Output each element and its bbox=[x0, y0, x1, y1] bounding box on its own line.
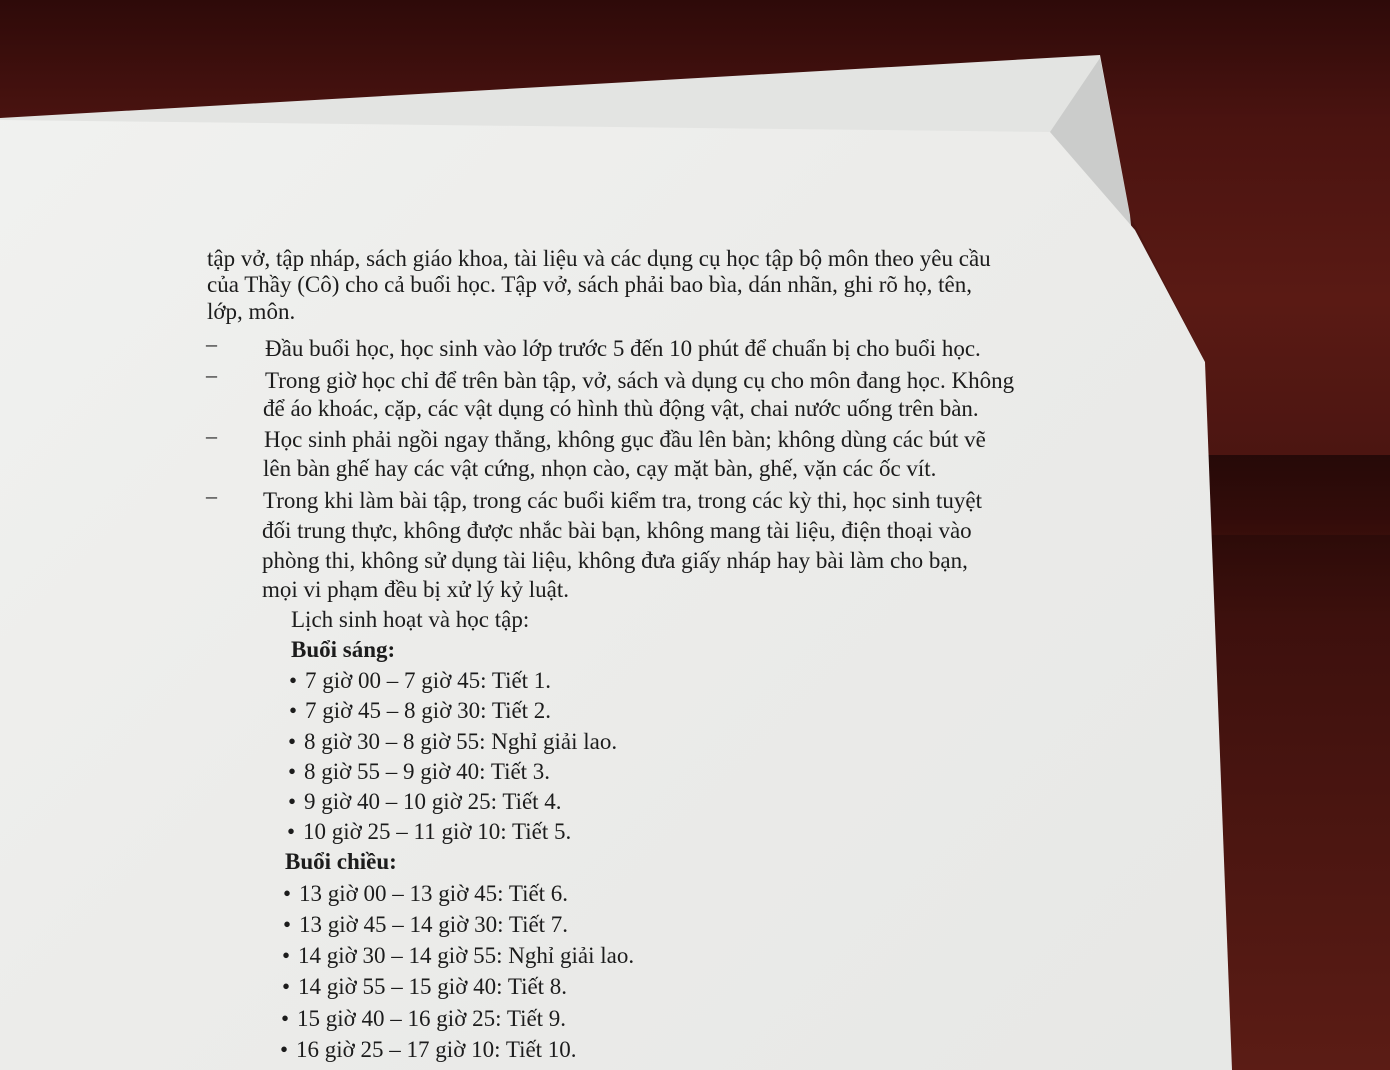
morning-item-3 bbox=[288, 727, 617, 757]
bullet-dot: • bbox=[289, 668, 298, 693]
bullet-dot: • bbox=[282, 974, 291, 999]
morning-item-5-text: 9 giờ 40 – 10 giờ 25: Tiết 4. bbox=[304, 789, 562, 814]
rule-2-line-1: Trong giờ học chỉ để trên bàn tập, vở, sách và dụng cụ cho môn đang học. Không bbox=[265, 368, 1015, 393]
table-grain-stripe bbox=[1180, 455, 1390, 535]
afternoon-title: Buổi chiều: bbox=[285, 849, 397, 874]
morning-item-4 bbox=[288, 757, 550, 787]
morning-item-1 bbox=[289, 666, 551, 696]
intro-line-1: tập vở, tập nháp, sách giáo khoa, tài liệu và các dụng cụ học tập bộ môn theo yêu cầu bbox=[207, 246, 991, 271]
afternoon-item-3-text: 14 giờ 30 – 14 giờ 55: Nghỉ giải lao. bbox=[298, 943, 635, 968]
morning-title: Buổi sáng: bbox=[291, 637, 396, 662]
bullet-dot: • bbox=[288, 759, 297, 784]
afternoon-item-3 bbox=[282, 941, 634, 971]
morning-item-2 bbox=[289, 696, 551, 726]
bullet-dot: • bbox=[283, 912, 292, 937]
afternoon-item-5 bbox=[281, 1004, 566, 1034]
rule-4-line-4: mọi vi phạm đều bị xử lý kỷ luật. bbox=[262, 577, 569, 602]
intro-line-2: của Thầy (Cô) cho cả buổi học. Tập vở, sách phải bao bìa, dán nhãn, ghi rõ họ, tên, bbox=[207, 272, 972, 297]
morning-item-4-text: 8 giờ 55 – 9 giờ 40: Tiết 3. bbox=[304, 759, 551, 784]
afternoon-item-6 bbox=[280, 1035, 577, 1065]
morning-item-5 bbox=[288, 787, 562, 817]
afternoon-item-6-text: 16 giờ 25 – 17 giờ 10: Tiết 10. bbox=[296, 1037, 577, 1062]
afternoon-item-1 bbox=[283, 879, 568, 909]
rule-4-line-2: đối trung thực, không được nhắc bài bạn, không mang tài liệu, điện thoại vào bbox=[262, 518, 972, 543]
rule-1-dash: – bbox=[206, 331, 217, 356]
afternoon-item-2-text: 13 giờ 45 – 14 giờ 30: Tiết 7. bbox=[299, 912, 569, 937]
morning-item-1-text: 7 giờ 00 – 7 giờ 45: Tiết 1. bbox=[305, 668, 552, 693]
rule-4-line-3: phòng thi, không sử dụng tài liệu, không đưa giấy nháp hay bài làm cho bạn, bbox=[262, 548, 968, 573]
bullet-dot: • bbox=[288, 789, 297, 814]
afternoon-item-4 bbox=[282, 972, 567, 1002]
morning-item-6-text: 10 giờ 25 – 11 giờ 10: Tiết 5. bbox=[303, 819, 572, 844]
rule-2-dash: – bbox=[206, 362, 217, 387]
morning-item-3-text: 8 giờ 30 – 8 giờ 55: Nghỉ giải lao. bbox=[304, 729, 618, 754]
bullet-dot: • bbox=[282, 943, 291, 968]
rule-4-line-1: Trong khi làm bài tập, trong các buổi kiểm tra, trong các kỳ thi, học sinh tuyệt bbox=[263, 488, 983, 513]
bullet-dot: • bbox=[280, 1037, 289, 1062]
bullet-dot: • bbox=[287, 819, 296, 844]
rule-3-line-1: Học sinh phải ngồi ngay thẳng, không gục đầu lên bàn; không dùng các bút vẽ bbox=[264, 427, 986, 452]
afternoon-item-4-text: 14 giờ 55 – 15 giờ 40: Tiết 8. bbox=[298, 974, 568, 999]
schedule-heading: Lịch sinh hoạt và học tập: bbox=[291, 607, 530, 632]
afternoon-item-1-text: 13 giờ 00 – 13 giờ 45: Tiết 6. bbox=[299, 881, 569, 906]
rule-3-dash: – bbox=[206, 423, 217, 448]
rule-1-line-1: Đầu buổi học, học sinh vào lớp trước 5 đến 10 phút để chuẩn bị cho buổi học. bbox=[265, 336, 981, 361]
rule-2-line-2: để áo khoác, cặp, các vật dụng có hình thù động vật, chai nước uống trên bàn. bbox=[263, 396, 979, 421]
bullet-dot: • bbox=[281, 1006, 290, 1031]
bullet-dot: • bbox=[289, 698, 298, 723]
rule-3-line-2: lên bàn ghế hay các vật cứng, nhọn cào, cạy mặt bàn, ghế, vặn các ốc vít. bbox=[263, 456, 937, 481]
afternoon-item-2 bbox=[283, 910, 568, 940]
bullet-dot: • bbox=[288, 729, 297, 754]
afternoon-item-5-text: 15 giờ 40 – 16 giờ 25: Tiết 9. bbox=[297, 1006, 567, 1031]
intro-line-3: lớp, môn. bbox=[207, 299, 296, 324]
morning-item-6 bbox=[287, 817, 571, 847]
morning-item-2-text: 7 giờ 45 – 8 giờ 30: Tiết 2. bbox=[305, 698, 552, 723]
rule-4-dash: – bbox=[206, 483, 217, 508]
bullet-dot: • bbox=[283, 881, 292, 906]
